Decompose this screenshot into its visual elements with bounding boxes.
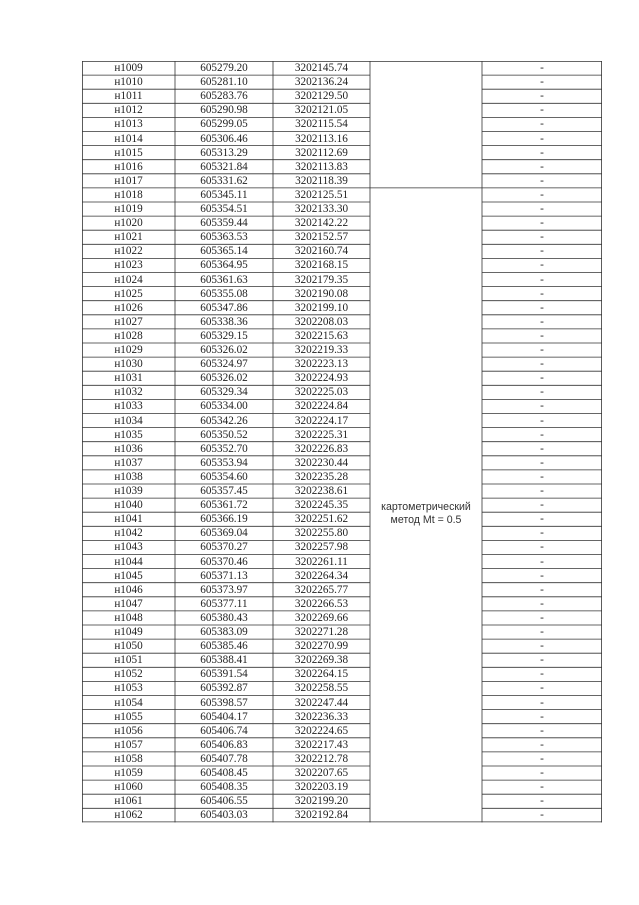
y-coordinate-cell: 3202145.74 [294, 62, 349, 74]
x-coordinate-cell: 605385.46 [200, 640, 248, 653]
y-coordinate-cell: 3202255.80 [294, 527, 349, 540]
x-coordinate-cell: 605326.02 [200, 372, 248, 385]
table-row [82, 371, 602, 385]
point-cell: н1052 [114, 668, 143, 681]
point-cell: н1051 [114, 654, 143, 667]
point-cell: н1054 [114, 696, 143, 709]
y-coordinate-cell: 3202226.83 [294, 442, 349, 455]
note-cell: - [540, 442, 544, 455]
note-cell: - [540, 62, 544, 74]
x-coordinate-cell: 605363.53 [200, 231, 248, 244]
y-coordinate-cell: 3202212.78 [294, 752, 349, 765]
point-cell: н1059 [114, 767, 143, 779]
y-coordinate-cell: 3202190.08 [294, 287, 349, 300]
point-cell: н1027 [114, 315, 143, 328]
note-cell: - [540, 555, 544, 568]
note-cell: - [540, 527, 544, 540]
x-coordinate-cell: 605407.78 [200, 752, 248, 765]
y-coordinate-cell: 3202225.31 [294, 428, 349, 441]
x-coordinate-cell: 605406.74 [200, 724, 248, 737]
point-cell: н1046 [114, 583, 143, 596]
note-cell: - [540, 231, 544, 244]
note-cell: - [540, 76, 544, 89]
point-cell: н1042 [114, 527, 143, 540]
point-cell: н1062 [114, 809, 143, 822]
table-row [82, 103, 602, 117]
point-cell: н1058 [114, 752, 143, 765]
point-cell: н1015 [114, 146, 143, 159]
note-cell: - [540, 781, 544, 794]
y-coordinate-cell: 3202121.05 [294, 104, 349, 117]
table-row [82, 414, 602, 428]
x-coordinate-cell: 605357.45 [200, 485, 248, 497]
point-cell: н1034 [114, 414, 143, 427]
point-cell: н1039 [114, 485, 143, 497]
y-coordinate-cell: 3202179.35 [294, 273, 349, 286]
point-cell: н1040 [114, 499, 143, 512]
x-coordinate-cell: 605355.08 [200, 287, 248, 300]
note-cell: - [540, 752, 544, 765]
point-cell: н1056 [114, 724, 143, 737]
note-cell: - [540, 611, 544, 624]
x-coordinate-cell: 605377.11 [200, 597, 248, 610]
note-cell: - [540, 795, 544, 808]
x-coordinate-cell: 605373.97 [200, 583, 248, 596]
point-cell: н1032 [114, 386, 143, 399]
table-row [82, 569, 602, 583]
note-cell: - [540, 287, 544, 300]
x-coordinate-cell: 605383.09 [200, 626, 248, 638]
y-coordinate-cell: 3202264.34 [294, 569, 349, 582]
note-cell: - [540, 724, 544, 737]
point-cell: н1049 [114, 626, 143, 638]
x-coordinate-cell: 605354.51 [200, 203, 248, 215]
y-coordinate-cell: 3202215.63 [294, 329, 349, 342]
note-cell: - [540, 160, 544, 173]
note-cell: - [540, 456, 544, 469]
table-row [82, 75, 602, 89]
note-cell: - [540, 372, 544, 385]
note-cell: - [540, 668, 544, 681]
x-coordinate-cell: 605334.00 [200, 400, 248, 413]
table-row [82, 498, 602, 512]
x-coordinate-cell: 605354.60 [200, 470, 248, 483]
note-cell: - [540, 414, 544, 427]
note-cell: - [540, 597, 544, 610]
x-coordinate-cell: 605313.29 [200, 146, 248, 159]
x-coordinate-cell: 605404.17 [200, 710, 248, 723]
y-coordinate-cell: 3202118.39 [295, 174, 348, 187]
note-cell: - [540, 428, 544, 441]
y-coordinate-cell: 3202265.77 [294, 583, 349, 596]
point-cell: н1057 [114, 738, 143, 751]
table-row [82, 724, 602, 738]
table-row [82, 512, 602, 526]
point-cell: н1025 [114, 287, 143, 300]
note-cell: - [540, 217, 544, 230]
x-coordinate-cell: 605281.10 [200, 76, 248, 89]
x-coordinate-cell: 605329.15 [200, 329, 248, 342]
point-cell: н1028 [114, 329, 143, 342]
x-coordinate-cell: 605388.41 [200, 654, 248, 667]
y-coordinate-cell: 3202133.30 [294, 203, 349, 215]
y-coordinate-cell: 3202224.93 [294, 372, 349, 385]
point-cell: н1017 [114, 174, 143, 187]
table-row [82, 132, 602, 146]
x-coordinate-cell: 605331.62 [200, 174, 248, 187]
table-row [82, 160, 602, 174]
y-coordinate-cell: 3202168.15 [294, 259, 349, 272]
table-row [82, 399, 602, 413]
x-coordinate-cell: 605370.27 [200, 541, 248, 554]
point-cell: н1037 [114, 456, 143, 469]
table-row [82, 540, 602, 554]
note-cell: - [540, 583, 544, 596]
table-row [82, 174, 602, 188]
y-coordinate-cell: 3202223.13 [294, 358, 349, 371]
note-cell: - [540, 541, 544, 554]
y-coordinate-cell: 3202245.35 [294, 499, 349, 512]
table-row [82, 752, 602, 766]
table-row [82, 442, 602, 456]
note-cell: - [540, 358, 544, 371]
table-row [82, 456, 602, 470]
table-row [82, 188, 602, 202]
point-cell: н1009 [114, 62, 143, 74]
table-row [82, 766, 602, 780]
method-cell [370, 501, 482, 527]
x-coordinate-cell: 605370.46 [200, 555, 248, 568]
y-coordinate-cell: 3202238.61 [294, 485, 349, 497]
y-coordinate-cell: 3202152.57 [294, 231, 349, 244]
x-coordinate-cell: 605406.83 [200, 738, 248, 751]
y-coordinate-cell: 3202113.83 [295, 160, 348, 173]
table-row [82, 117, 602, 131]
y-coordinate-cell: 3202129.50 [294, 90, 349, 103]
x-coordinate-cell: 605350.52 [200, 428, 248, 441]
note-cell: - [540, 203, 544, 215]
y-coordinate-cell: 3202207.65 [294, 767, 349, 779]
x-coordinate-cell: 605365.14 [200, 245, 248, 258]
table-row [82, 780, 602, 794]
table-row [82, 258, 602, 272]
x-coordinate-cell: 605326.02 [200, 344, 248, 356]
x-coordinate-cell: 605408.35 [200, 781, 248, 794]
point-cell: н1013 [114, 118, 143, 131]
point-cell: н1012 [114, 104, 143, 117]
point-cell: н1047 [114, 597, 143, 610]
x-coordinate-cell: 605361.72 [200, 499, 248, 512]
note-cell: - [540, 809, 544, 822]
y-coordinate-cell: 3202113.16 [295, 132, 348, 145]
table-row [82, 611, 602, 625]
note-cell: - [540, 738, 544, 751]
y-coordinate-cell: 3202270.99 [294, 640, 349, 653]
x-coordinate-cell: 605406.55 [200, 795, 248, 808]
x-coordinate-cell: 605380.43 [200, 611, 248, 624]
table-row [82, 357, 602, 371]
x-coordinate-cell: 605371.13 [200, 569, 248, 582]
y-coordinate-cell: 3202142.22 [294, 217, 349, 230]
table-row [82, 273, 602, 287]
note-cell: - [540, 654, 544, 667]
note-cell: - [540, 569, 544, 582]
point-cell: н1061 [114, 795, 143, 808]
note-cell: - [540, 485, 544, 497]
x-coordinate-cell: 605359.44 [200, 217, 248, 230]
x-coordinate-cell: 605398.57 [200, 696, 248, 709]
point-cell: н1053 [114, 682, 143, 695]
note-cell: - [540, 315, 544, 328]
x-coordinate-cell: 605391.54 [200, 668, 248, 681]
x-coordinate-cell: 605347.86 [200, 301, 248, 314]
x-coordinate-cell: 605352.70 [200, 442, 248, 455]
y-coordinate-cell: 3202217.43 [294, 738, 349, 751]
note-cell: - [540, 344, 544, 356]
table-row [82, 315, 602, 329]
x-coordinate-cell: 605403.03 [200, 809, 248, 822]
table-row [82, 625, 602, 639]
note-cell: - [540, 132, 544, 145]
point-cell: н1022 [114, 245, 143, 258]
y-coordinate-cell: 3202115.54 [295, 118, 348, 131]
y-coordinate-cell: 3202199.10 [294, 301, 349, 314]
note-cell: - [540, 301, 544, 314]
note-cell: - [540, 626, 544, 638]
note-cell: - [540, 696, 544, 709]
table-row [82, 808, 602, 822]
note-cell: - [540, 104, 544, 117]
x-coordinate-cell: 605324.97 [200, 358, 248, 371]
y-coordinate-cell: 3202257.98 [294, 541, 349, 554]
point-cell: н1021 [114, 231, 143, 244]
y-coordinate-cell: 3202112.69 [295, 146, 348, 159]
table-row [82, 526, 602, 540]
x-coordinate-cell: 605364.95 [200, 259, 248, 272]
y-coordinate-cell: 3202230.44 [294, 456, 349, 469]
y-coordinate-cell: 3202247.44 [294, 696, 349, 709]
x-coordinate-cell: 605345.11 [200, 188, 248, 201]
table-row [82, 216, 602, 230]
table-row [82, 667, 602, 681]
y-coordinate-cell: 3202136.24 [294, 76, 349, 89]
y-coordinate-cell: 3202235.28 [294, 470, 349, 483]
point-cell: н1036 [114, 442, 143, 455]
y-coordinate-cell: 3202224.17 [294, 414, 349, 427]
note-cell: - [540, 273, 544, 286]
y-coordinate-cell: 3202192.84 [294, 809, 349, 822]
table-row [82, 470, 602, 484]
table-row [82, 794, 602, 808]
point-cell: н1050 [114, 640, 143, 653]
point-cell: н1045 [114, 569, 143, 582]
table-row [82, 301, 602, 315]
point-cell: н1020 [114, 217, 143, 230]
table-row [82, 329, 602, 343]
table-row [82, 653, 602, 667]
table-row [82, 484, 602, 498]
y-coordinate-cell: 3202269.66 [294, 611, 349, 624]
note-cell: - [540, 118, 544, 131]
table-row [82, 681, 602, 695]
note-cell: - [540, 513, 544, 526]
x-coordinate-cell: 605283.76 [200, 90, 248, 103]
point-cell: н1033 [114, 400, 143, 413]
table-row [82, 738, 602, 752]
y-coordinate-cell: 3202225.03 [294, 386, 349, 399]
table-row [82, 202, 602, 216]
point-cell: н1055 [114, 710, 143, 723]
y-coordinate-cell: 3202266.53 [294, 597, 349, 610]
table-row [82, 61, 602, 75]
x-coordinate-cell: 605306.46 [200, 132, 248, 145]
note-cell: - [540, 640, 544, 653]
point-cell: н1014 [114, 132, 143, 145]
method-line-2: метод Mt = 0.5 [390, 514, 462, 527]
table-row [82, 639, 602, 653]
method-line-1: картометрический [381, 501, 471, 514]
point-cell: н1044 [114, 555, 143, 568]
y-coordinate-cell: 3202203.19 [294, 781, 349, 794]
point-cell: н1016 [114, 160, 143, 173]
table-row [82, 244, 602, 258]
note-cell: - [540, 188, 544, 201]
table-row [82, 428, 602, 442]
table-row [82, 343, 602, 357]
point-cell: н1031 [114, 372, 143, 385]
point-cell: н1041 [114, 513, 143, 526]
note-cell: - [540, 767, 544, 779]
table-row [82, 230, 602, 244]
point-cell: н1024 [114, 273, 143, 286]
table-row [82, 597, 602, 611]
y-coordinate-cell: 3202125.51 [294, 188, 349, 201]
note-cell: - [540, 682, 544, 695]
point-cell: н1043 [114, 541, 143, 554]
note-cell: - [540, 329, 544, 342]
table-row [82, 146, 602, 160]
table-row [82, 287, 602, 301]
x-coordinate-cell: 605408.45 [200, 767, 248, 779]
note-cell: - [540, 386, 544, 399]
y-coordinate-cell: 3202258.55 [294, 682, 349, 695]
x-coordinate-cell: 605321.84 [200, 160, 248, 173]
x-coordinate-cell: 605353.94 [200, 456, 248, 469]
point-cell: н1018 [114, 188, 143, 201]
x-coordinate-cell: 605290.98 [200, 104, 248, 117]
x-coordinate-cell: 605329.34 [200, 386, 248, 399]
y-coordinate-cell: 3202269.38 [294, 654, 349, 667]
table-row [82, 385, 602, 399]
x-coordinate-cell: 605299.05 [200, 118, 248, 131]
y-coordinate-cell: 3202199.20 [294, 795, 349, 808]
x-coordinate-cell: 605392.87 [200, 682, 248, 695]
x-coordinate-cell: 605366.19 [200, 513, 248, 526]
note-cell: - [540, 174, 544, 187]
point-cell: н1011 [114, 90, 143, 103]
y-coordinate-cell: 3202224.65 [294, 724, 349, 737]
note-cell: - [540, 245, 544, 258]
y-coordinate-cell: 3202219.33 [294, 344, 349, 356]
y-coordinate-cell: 3202251.62 [294, 513, 349, 526]
y-coordinate-cell: 3202264.15 [294, 668, 349, 681]
note-cell: - [540, 259, 544, 272]
point-cell: н1023 [114, 259, 143, 272]
note-cell: - [540, 710, 544, 723]
y-coordinate-cell: 3202236.33 [294, 710, 349, 723]
table-row [82, 555, 602, 569]
note-cell: - [540, 400, 544, 413]
point-cell: н1060 [114, 781, 143, 794]
point-cell: н1026 [114, 301, 143, 314]
x-coordinate-cell: 605279.20 [200, 62, 248, 74]
coordinates-table [82, 61, 602, 831]
x-coordinate-cell: 605369.04 [200, 527, 248, 540]
x-coordinate-cell: 605361.63 [200, 273, 248, 286]
point-cell: н1010 [114, 76, 143, 89]
table-row [82, 710, 602, 724]
point-cell: н1038 [114, 470, 143, 483]
note-cell: - [540, 470, 544, 483]
y-coordinate-cell: 3202208.03 [294, 315, 349, 328]
point-cell: н1035 [114, 428, 143, 441]
x-coordinate-cell: 605338.36 [200, 315, 248, 328]
note-cell: - [540, 146, 544, 159]
table-row [82, 89, 602, 103]
point-cell: н1030 [114, 358, 143, 371]
table-row [82, 696, 602, 710]
note-cell: - [540, 90, 544, 103]
y-coordinate-cell: 3202160.74 [294, 245, 349, 258]
y-coordinate-cell: 3202261.11 [295, 555, 348, 568]
y-coordinate-cell: 3202271.28 [294, 626, 349, 638]
x-coordinate-cell: 605342.26 [200, 414, 248, 427]
point-cell: н1048 [114, 611, 143, 624]
y-coordinate-cell: 3202224.84 [294, 400, 349, 413]
point-cell: н1029 [114, 344, 143, 356]
note-cell: - [540, 499, 544, 512]
table-row [82, 583, 602, 597]
point-cell: н1019 [114, 203, 143, 215]
